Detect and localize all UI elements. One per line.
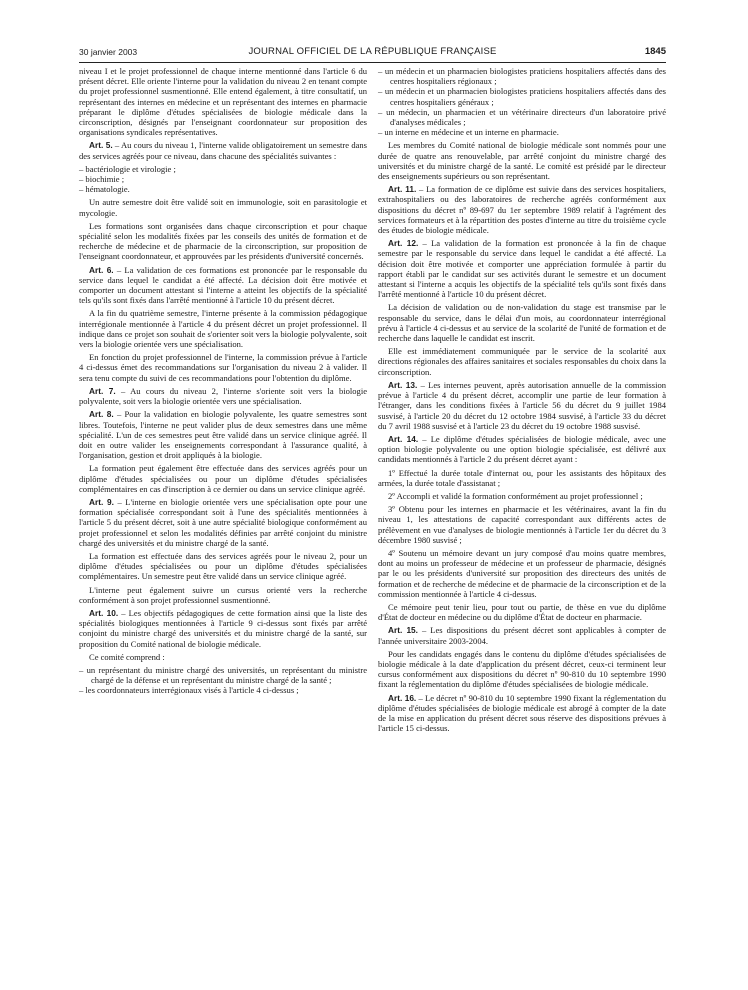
page-number: 1845 — [644, 46, 666, 57]
article-text: – La validation de ces formations est prononcée par le responsable du service dans lequel le candidat a été affecté. La décision doit être motivée et comporter un document attestant si l'interne a atteint les objectifs de la spécialité tels qu'ils sont fixés dans l'arrêté mentionné à l'article 10 du présent décret. — [79, 264, 368, 306]
article-8 — [79, 409, 367, 460]
article-label: Art. 15. — [388, 625, 418, 636]
article-text: – Au cours du niveau 2, l'interne s'oriente soit vers la biologie polyvalente, soit vers la biologie orientée vers une spécialisation. — [79, 385, 367, 407]
header-rule — [79, 62, 666, 63]
paragraph: 2º Accompli et validé la formation conformément au projet professionnel ; — [388, 490, 643, 501]
list-item: – un représentant du ministre chargé des universités, un représentant du ministre chargé de la défense et un représentant du ministre chargé de la santé ; — [79, 665, 367, 685]
paragraph: En fonction du projet professionnel de l'interne, la commission prévue à l'article 4 ci-dessus émet des recommandations sur l'organisation du niveau 2 à valider. Il sera tenu compte du suivi de ces recommandations pour l'obtention du diplôme. — [79, 352, 367, 383]
paragraph: 4º Soutenu un mémoire devant un jury composé d'au moins quatre membres, dont au moins un professeur de médecine et un professeur de pharmacie, désignés par le ou les présidents d'université sur proposition des directeurs des unités de formation et de recherche de médecine et de pharmacie de la circonscription et de la commission mentionnée à l'article 4 ci-dessus. — [378, 547, 666, 599]
page-header — [79, 46, 666, 60]
article-text: – Pour la validation en biologie polyvalente, les quatre semestres sont libres. Toutefois, l'interne ne peut valider plus de deux semestres dans une même spécialité. L'un de ces semestres peut être validé dans un service clinique agréé. Il doit en outre valider les enseignements correspondant à l'assurance qualité, à l'organisation, gestion et droit appliqués à la biologie. — [79, 409, 368, 461]
paragraph: 3º Obtenu pour les internes en pharmacie et les vétérinaires, avant la fin du niveau 1, les attestations de capacité correspondant aux différents actes de prélèvement en vue d'analyses de biologie mentionnés à l'article 1er du décret du 3 décembre 1980 susvisé ; — [378, 504, 666, 545]
article-text: – Le décret nº 90-810 du 10 septembre 1990 fixant la réglementation du diplôme d'études spécialisées de biologie médicale est abrogé à compter de la date de la mise en application du présent décret sous réserve des dispositions prévues à l'article 15 ci-dessus. — [378, 692, 666, 734]
committee-list-continued — [378, 66, 666, 137]
article-label: Art. 7. — [89, 385, 116, 396]
article-16 — [378, 693, 666, 734]
left-column — [79, 66, 367, 699]
article-text: – L'interne en biologie orientée vers une spécialisation opte pour une formation spécialisée correspondant soit à l'une des spécialités mentionnées à l'article 5 du présent décret, soit à une autre spécialité biologique conformément au projet professionnel et selon les modalités définies par arrêté conjoint du ministre chargé des universités et du ministre chargé de la santé. — [79, 496, 367, 548]
list-item: – un médecin et un pharmacien biologistes praticiens hospitaliers affectés dans des centres hospitaliers généraux ; — [378, 86, 666, 106]
paragraph: 1º Effectué la durée totale d'internat ou, pour les assistants des hôpitaux des armées, la durée totale d'assistanat ; — [378, 467, 666, 488]
list-item: – un médecin et un pharmacien biologistes praticiens hospitaliers affectés dans des centres hospitaliers régionaux ; — [378, 66, 666, 86]
paragraph: Pour les candidats engagés dans le contenu du diplôme d'études spécialisées de biologie médicale à la date d'application du présent décret, ceux-ci terminent leur cursus conformément aux dispositions du décret nº 90-810 du 10 septembre 1990 fixant la réglementation du diplôme d'études spécialisées de biologie médicale. — [378, 648, 666, 690]
paragraph: Les formations sont organisées dans chaque circonscription et pour chaque spécialité selon les modalités fixées par les conseils des unités de formation et de recherche de médecine et de pharmacie de la circonscription, sur proposition de l'enseignant coordonnateur, et approuvées par les présidents d'université concernés. — [79, 220, 367, 262]
article-text: – Le diplôme d'études spécialisées de biologie médicale, avec une option biologie polyvalente ou une option biologie spécialisée, est délivré aux candidats mentionnés à l'article 2 du présent décret ayant : — [378, 433, 666, 465]
article-label: Art. 5. — [89, 140, 113, 151]
article-label: Art. 6. — [89, 264, 114, 275]
article-label: Art. 14. — [388, 433, 419, 444]
article-14 — [378, 434, 666, 465]
article-label: Art. 13. — [388, 379, 418, 390]
article-11 — [378, 184, 666, 235]
paragraph: niveau I et le projet professionnel de chaque interne mentionné dans l'article 6 du présent décret. Elle oriente l'interne pour la validation du niveau 2 en tenant compte du projet professionnel susmentionné. Elle entend également, à titre consultatif, un représentant des internes en médecine et un représentant des internes en pharmacie préparant le diplôme d'études spécialisées de biologie médicale dans la circonscription, désignés par l'enseignant coordonnateur sur proposition des organisations syndicales représentatives. — [79, 66, 367, 138]
article-7 — [79, 386, 367, 406]
article-15 — [378, 625, 666, 645]
article-9 — [79, 497, 367, 548]
article-text: – Les dispositions du présent décret sont applicables à compter de l'année universitaire 2003-2004. — [378, 625, 666, 646]
article-5 — [79, 140, 367, 160]
article-text: – La validation de la formation est prononcée à la fin de chaque semestre par le responsable du service dans lequel le candidat a été affecté. La décision doit être motivée et comporter une appréciation formulée à partir du rapport établi par le candidat sur ses activités durant le semestre et un document attestant si l'interne a acquis les objectifs de la spécialité tels qu'ils sont fixés dans l'arrêté mentionné à l'article 10 du présent décret. — [378, 238, 666, 300]
article-label: Art. 9. — [89, 496, 114, 507]
article-12 — [378, 238, 666, 299]
paragraph: A la fin du quatrième semestre, l'interne présente à la commission pédagogique interrégionale mentionnée à l'article 4 du présent décret un projet professionnel. Il indique dans ce projet son souhait de s'orienter soit vers la biologie polyvalente, soit vers la biologie orientée vers une spécialisation. — [79, 308, 367, 350]
article-text: – La formation de ce diplôme est suivie dans des services hospitaliers, extrahospitaliers ou des laboratoires de recherche agréés conformément aux dispositions du décret nº 89-697 du 1er septembre 1989 relatif à l'agrément des services formateurs et à la répartition des postes d'interne au titre du troisième cycle des études de biologie médicale. — [378, 184, 667, 236]
paragraph: La formation est effectuée dans des services agréés pour le niveau 2, pour un diplôme d'études spécialisées ou pour un diplôme d'études spécialisées complémentaires. Un semestre peut être validé dans un service clinique agréé. — [79, 550, 367, 582]
article-text: – Les objectifs pédagogiques de cette formation ainsi que la liste des spécialités biologiques mentionnées à l'article 9 ci-dessus sont fixés par arrêté conjoint du ministre chargé des universités et du ministre chargé de la santé, sur proposition du Comité national de biologie médicale. — [79, 607, 367, 649]
article-10 — [79, 608, 367, 649]
paragraph: La formation peut également être effectuée dans des services agréés pour un diplôme d'études spécialisées ou pour un diplôme d'études spécialisées complémentaires en cas d'inscription à ce dernier ou dans un service clinique agréé. — [79, 463, 367, 494]
list-item: – un interne en médecine et un interne en pharmacie. — [378, 127, 666, 137]
article-label: Art. 8. — [89, 409, 114, 420]
article-label: Art. 10. — [89, 607, 119, 618]
article-label: Art. 11. — [388, 184, 417, 195]
paragraph: Elle est immédiatement communiquée par le service de la scolarité aux directions régionales des affaires sanitaires et sociales responsables du choix dans la circonscription. — [378, 346, 666, 377]
list-item: – les coordonnateurs interrégionaux visés à l'article 4 ci-dessus ; — [79, 685, 367, 695]
right-column — [378, 66, 666, 736]
header-date: 30 janvier 2003 — [79, 47, 138, 57]
paragraph: L'interne peut également suivre un cursus orienté vers la recherche conformément à son projet professionnel susmentionné. — [79, 584, 367, 605]
article-label: Art. 12. — [388, 238, 419, 249]
paragraph: Les membres du Comité national de biologie médicale sont nommés pour une durée de quatre ans renouvelable, par arrêté conjoint du ministre chargé des universités et du ministre chargé de la santé. Le comité est présidé par le directeur des enseignements supérieurs ou son représentant. — [378, 140, 666, 182]
article-text: – Au cours du niveau 1, l'interne valide obligatoirement un semestre dans des services agréés pour ce niveau, dans chacune des spécialités suivantes : — [79, 140, 367, 161]
paragraph: La décision de validation ou de non-validation du stage est transmise par le responsable du service, dans le délai d'un mois, au coordonnateur interrégional prévu à l'article 4 ci-dessus et au service de la scolarité de l'unité de formation et de recherche dans laquelle le candidat est inscrit. — [378, 302, 666, 344]
list-item: – bactériologie et virologie ; — [79, 164, 367, 174]
article-6 — [79, 265, 367, 306]
paragraph: Ce comité comprend : — [89, 651, 165, 662]
committee-list — [79, 665, 367, 696]
list-item: – hématologie. — [79, 184, 367, 194]
article-label: Art. 16. — [388, 692, 417, 703]
list-item: – un médecin, un pharmacien et un vétérinaire directeurs d'un laboratoire privé d'analyses médicales ; — [378, 107, 666, 127]
article-13 — [378, 380, 666, 431]
paragraph: Un autre semestre doit être validé soit en immunologie, soit en parasitologie et mycologie. — [79, 197, 367, 218]
specialty-list — [79, 164, 367, 195]
header-title: JOURNAL OFFICIEL DE LA RÉPUBLIQUE FRANÇAISE — [248, 46, 497, 57]
list-item: – biochimie ; — [79, 174, 367, 184]
paragraph: Ce mémoire peut tenir lieu, pour tout ou partie, de thèse en vue du diplôme d'État de docteur en médecine ou du diplôme d'État de docteur en pharmacie. — [378, 601, 666, 623]
article-text: – Les internes peuvent, après autorisation annuelle de la commission prévue à l'article 4 du présent décret, accomplir une partie de leur formation à l'étranger, dans les conditions fixées à l'article 56 du décret du 9 juillet 1984 susvisé, à l'article 20 du décret du 12 octobre 1984 susvisé, à l'article 33 du décret du 7 avril 1988 susvisé et à l'article 23 du décret du 19 octobre 1988 susvisé. — [378, 379, 666, 431]
